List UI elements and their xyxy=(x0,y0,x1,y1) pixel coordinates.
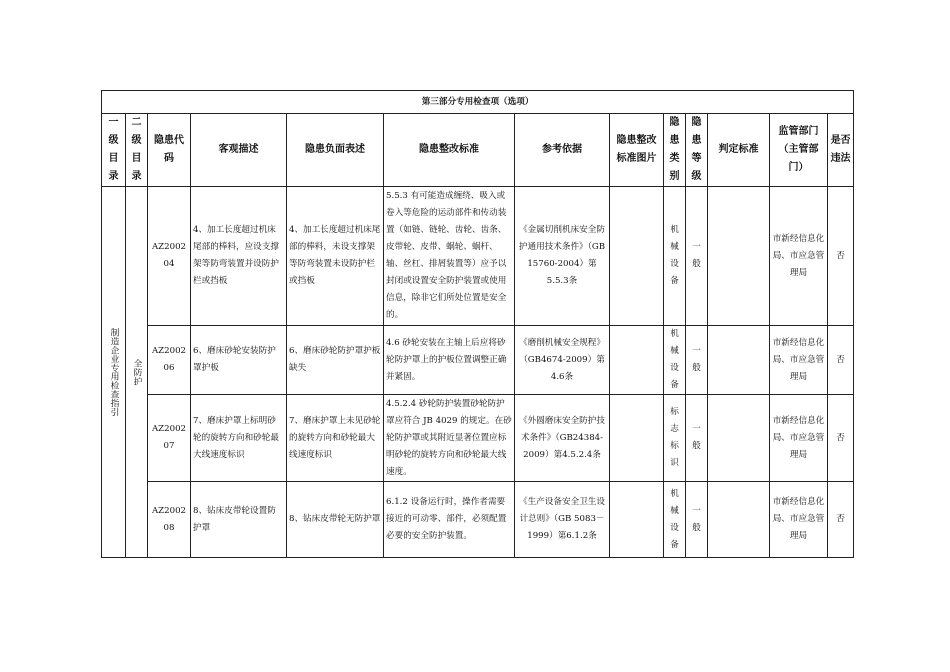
row-grade: 一般 xyxy=(686,395,708,482)
row-image xyxy=(610,187,664,326)
row-basis: 《金属切削机床安全防护通用技术条件》（GB 15760-2004）第5.5.3条 xyxy=(515,187,610,326)
row-dept: 市新经信息化局、市应急管理局 xyxy=(770,187,828,326)
row-illegal: 否 xyxy=(828,395,854,482)
level1-text: 制造企业专用检查指引 xyxy=(108,328,119,416)
header-level1: 一级目录 xyxy=(102,114,126,187)
row-criteria xyxy=(708,395,770,482)
header-image: 隐患整改标准图片 xyxy=(610,114,664,187)
table-title: 第三部分专用检查项（选项） xyxy=(102,91,854,114)
row-objective: 7、磨床护罩上标明砂轮的旋转方向和砂轮最大线速度标识 xyxy=(191,395,287,482)
row-code: AZ200207 xyxy=(148,395,191,482)
row-negative: 8、钻床皮带轮无防护罩 xyxy=(287,482,384,558)
level2-cell xyxy=(126,187,148,558)
header-illegal: 是否违法 xyxy=(828,114,854,187)
row-standard: 5.5.3 有可能造成缠绕、吸入或卷入等危险的运动部件和传动装置（如链、链轮、齿轮、齿条、皮带轮、皮带、蜗轮、蜗杆、轴、丝杠、排屑装置等）应予以封闭或设置安全防护装置或使用信息，除非它们所处位置是安全的。 xyxy=(384,187,515,326)
row-criteria xyxy=(708,482,770,558)
row-standard: 4.5.2.4 砂轮防护装置砂轮防护罩应符合 JB 4029 的规定。在砂轮防护罩或其附近显著位置应标明砂轮的旋转方向和砂轮最大线速度。 xyxy=(384,395,515,482)
row-grade: 一般 xyxy=(686,187,708,326)
row-category: 机械设备 xyxy=(664,326,686,395)
table-title-row xyxy=(102,91,854,114)
row-code: AZ200208 xyxy=(148,482,191,558)
row-dept: 市新经信息化局、市应急管理局 xyxy=(770,395,828,482)
row-category: 标志标识 xyxy=(664,395,686,482)
row-negative: 6、磨床砂轮防护罩护板缺失 xyxy=(287,326,384,395)
level1-cell xyxy=(102,187,126,558)
row-dept: 市新经信息化局、市应急管理局 xyxy=(770,326,828,395)
row-grade: 一般 xyxy=(686,482,708,558)
row-basis: 《外圆磨床安全防护技术条件》（GB24384-2009）第4.5.2.4条 xyxy=(515,395,610,482)
row-standard: 6.1.2 设备运行时，操作者需要接近的可动零、部件，必须配置必要的安全防护装置。 xyxy=(384,482,515,558)
header-dept: 监管部门（主管部门） xyxy=(770,114,828,187)
row-criteria xyxy=(708,326,770,395)
header-code: 隐患代码 xyxy=(148,114,191,187)
header-level2: 二级目录 xyxy=(126,114,148,187)
row-illegal: 否 xyxy=(828,482,854,558)
row-code: AZ200206 xyxy=(148,326,191,395)
inspection-table xyxy=(101,90,854,558)
table-row xyxy=(102,326,854,395)
header-standard: 隐患整改标准 xyxy=(384,114,515,187)
header-category: 隐患类别 xyxy=(664,114,686,187)
row-dept: 市新经信息化局、市应急管理局 xyxy=(770,482,828,558)
row-category: 机械设备 xyxy=(664,482,686,558)
row-image xyxy=(610,482,664,558)
row-grade: 一般 xyxy=(686,326,708,395)
row-objective: 4、加工长度超过机床尾部的棒料，应设支撑架等防弯装置并设防护栏或挡板 xyxy=(191,187,287,326)
table-row xyxy=(102,395,854,482)
row-image xyxy=(610,395,664,482)
row-basis: 《生产设备安全卫生设计总则》（GB 5083－1999）第6.1.2条 xyxy=(515,482,610,558)
header-basis: 参考依据 xyxy=(515,114,610,187)
header-criteria: 判定标准 xyxy=(708,114,770,187)
header-negative: 隐患负面表述 xyxy=(287,114,384,187)
row-standard: 4.6 砂轮安装在主轴上后应将砂轮防护罩上的护板位置调整正确并紧固。 xyxy=(384,326,515,395)
row-negative: 4、加工长度超过机床尾部的棒料，未设支撑架等防弯装置未设防护栏或挡板 xyxy=(287,187,384,326)
row-illegal: 否 xyxy=(828,187,854,326)
row-illegal: 否 xyxy=(828,326,854,395)
level2-text: 全防护 xyxy=(131,358,142,386)
row-criteria xyxy=(708,187,770,326)
row-objective: 8、钻床皮带轮设置防护罩 xyxy=(191,482,287,558)
row-category: 机械设备 xyxy=(664,187,686,326)
header-grade: 隐患等级 xyxy=(686,114,708,187)
header-row xyxy=(102,114,854,187)
row-objective: 6、磨床砂轮安装防护罩护板 xyxy=(191,326,287,395)
table-row xyxy=(102,482,854,558)
table-row xyxy=(102,187,854,326)
header-objective: 客观描述 xyxy=(191,114,287,187)
row-negative: 7、磨床护罩上未见砂轮的旋转方向和砂轮最大线速度标识 xyxy=(287,395,384,482)
row-code: AZ200204 xyxy=(148,187,191,326)
row-image xyxy=(610,326,664,395)
row-basis: 《磨削机械安全规程》（GB4674-2009）第4.6条 xyxy=(515,326,610,395)
